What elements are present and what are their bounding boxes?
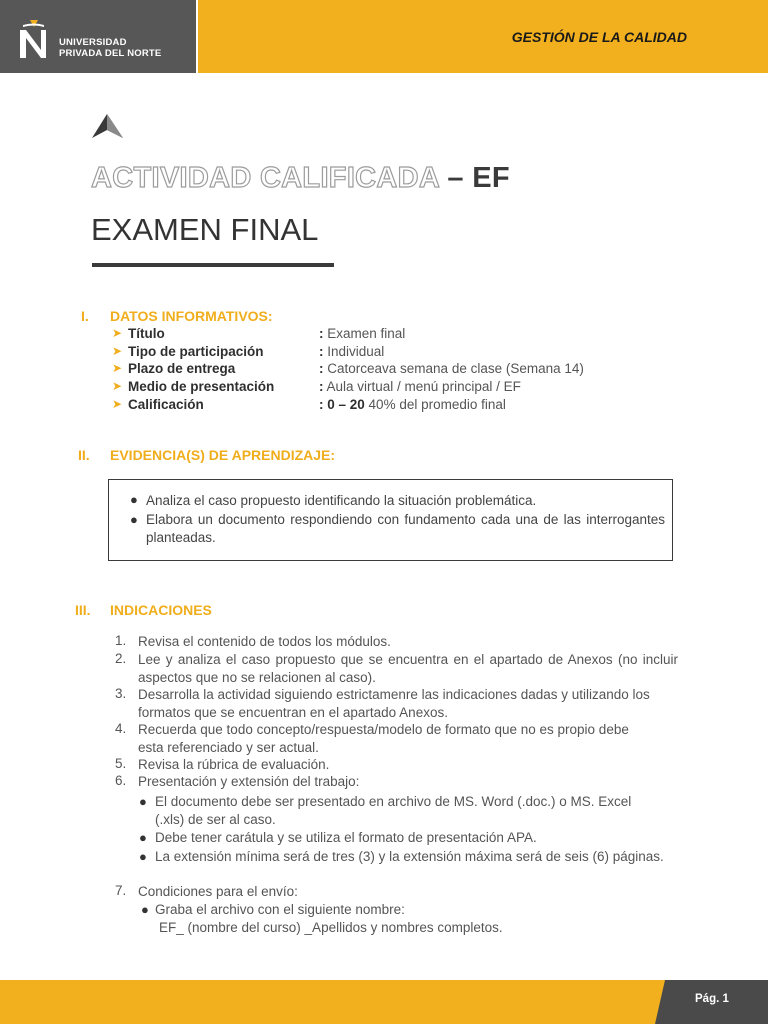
footer-divider xyxy=(655,980,665,1024)
exam-subtitle: EXAMEN FINAL xyxy=(91,212,319,247)
instruction-subitem: Debe tener carátula y se utiliza el formato de presentación APA. xyxy=(155,830,537,845)
page-number-box xyxy=(665,980,768,1024)
bullet-dot-icon: ● xyxy=(139,830,147,845)
list-number: 1. xyxy=(115,633,127,648)
bullet-dot-icon: ● xyxy=(139,794,147,809)
file-naming-format: EF_ (nombre del curso) _Apellidos y nombres completos. xyxy=(159,920,503,935)
info-value: : Aula virtual / menú principal / EF xyxy=(319,379,521,394)
list-number: 5. xyxy=(115,756,127,771)
list-number: 4. xyxy=(115,721,127,736)
logo-line1: UNIVERSIDAD xyxy=(59,37,127,48)
activity-code: EF xyxy=(472,162,510,194)
upn-logo-icon xyxy=(17,18,51,60)
arrow-bullet-icon: ➤ xyxy=(112,326,123,340)
list-number: 3. xyxy=(115,686,127,701)
evidence-item: Elabora un documento respondiendo con fundamento cada una de las interrogantes planteadas. xyxy=(146,512,665,545)
bullet-dot-icon: ● xyxy=(130,512,138,527)
activity-title-outlined: ACTIVIDAD CALIFICADA xyxy=(91,162,440,194)
logo-line2: PRIVADA DEL NORTE xyxy=(59,48,162,59)
section3-heading: INDICACIONES xyxy=(110,602,212,618)
list-number: 2. xyxy=(115,651,127,666)
evidence-item: Analiza el caso propuesto identificando la situación problemática. xyxy=(146,493,537,508)
info-label: Tipo de participación xyxy=(128,344,264,359)
section1-heading: DATOS INFORMATIVOS: xyxy=(110,308,273,324)
section2-heading: EVIDENCIA(S) DE APRENDIZAJE: xyxy=(110,447,336,463)
title-underline xyxy=(92,263,334,267)
info-label: Medio de presentación xyxy=(128,379,275,394)
instruction-item: Lee y analiza el caso propuesto que se encuentra en el apartado de Anexos (no incluir aspectos que no se relacionen al caso). xyxy=(138,652,678,685)
evidence-box xyxy=(108,479,673,561)
header-bar xyxy=(198,0,768,73)
bullet-dot-icon: ● xyxy=(130,492,138,507)
section3-number: III. xyxy=(75,602,91,618)
page-number: Pág. 1 xyxy=(695,993,729,1005)
arrow-bullet-icon: ➤ xyxy=(112,397,123,411)
instruction-item: Presentación y extensión del trabajo: xyxy=(138,774,360,789)
instruction-item: Revisa el contenido de todos los módulos. xyxy=(138,634,391,649)
arrow-bullet-icon: ➤ xyxy=(112,344,123,358)
activity-title-dash: – xyxy=(439,162,473,194)
arrow-bullet-icon: ➤ xyxy=(112,379,123,393)
navigation-arrow-icon xyxy=(90,113,125,139)
info-label: Plazo de entrega xyxy=(128,361,236,376)
instruction-item: Revisa la rúbrica de evaluación. xyxy=(138,757,330,772)
info-label: Título xyxy=(128,326,165,341)
bullet-dot-icon: ● xyxy=(141,902,149,917)
activity-title xyxy=(91,162,510,195)
bullet-dot-icon: ● xyxy=(139,849,147,864)
section2-number: II. xyxy=(78,447,90,463)
instruction-subitem: Graba el archivo con el siguiente nombre: xyxy=(155,902,405,917)
instruction-item: Recuerda que todo concepto/respuesta/modelo de formato que no es propio debe esta referenciado y ser actual. xyxy=(138,722,629,755)
info-value: : Examen final xyxy=(319,326,406,341)
instruction-item: Condiciones para el envío: xyxy=(138,884,298,899)
info-value: : Individual xyxy=(319,344,385,359)
info-value: : Catorceava semana de clase (Semana 14) xyxy=(319,361,584,376)
instruction-subitem: El documento debe ser presentado en archivo de MS. Word (.doc.) o MS. Excel (.xls) de ser al caso. xyxy=(155,794,632,827)
arrow-bullet-icon: ➤ xyxy=(112,361,123,375)
instruction-subitem: La extensión mínima será de tres (3) y la extensión máxima será de seis (6) páginas. xyxy=(155,849,664,864)
list-number: 6. xyxy=(115,773,127,788)
instruction-item: Desarrolla la actividad siguiendo estrictamenre las indicaciones dadas y utilizando los formatos que se encuentran en el apartado Anexos. xyxy=(138,687,650,720)
list-number: 7. xyxy=(115,883,127,898)
section1-number: I. xyxy=(81,308,89,324)
info-value: : 0 – 20 40% del promedio final xyxy=(319,397,506,412)
logo-text xyxy=(59,37,161,59)
university-logo-panel xyxy=(0,0,196,73)
info-label: Calificación xyxy=(128,397,204,412)
footer-bar xyxy=(0,980,768,1024)
document-course-title: GESTIÓN DE LA CALIDAD xyxy=(511,29,687,45)
